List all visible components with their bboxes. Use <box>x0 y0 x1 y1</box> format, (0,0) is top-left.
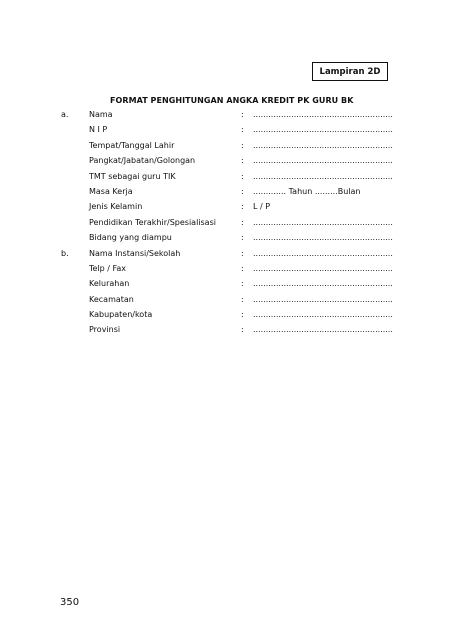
field-colon: : <box>241 125 244 135</box>
field-value: ....................................................... <box>253 248 393 258</box>
field-label: Masa Kerja <box>89 186 133 196</box>
field-label: Telp / Fax <box>89 263 127 273</box>
field-colon: : <box>241 310 244 320</box>
field-colon: : <box>241 279 244 289</box>
field-label: Pangkat/Jabatan/Golongan <box>89 156 196 166</box>
form-row-telp-fax <box>0 261 453 276</box>
field-value: ....................................................... <box>253 233 393 243</box>
field-colon: : <box>241 171 244 181</box>
form-row-nama-instansi <box>0 246 453 261</box>
field-value: ....................................................... <box>253 279 393 289</box>
form-row-kecamatan <box>0 292 453 307</box>
form-row-tempat-tanggal-lahir <box>0 138 453 153</box>
field-value: ....................................................... <box>253 110 393 119</box>
lampiran-label-box <box>312 62 388 81</box>
form-row-jenis-kelamin <box>0 199 453 214</box>
field-label: Tempat/Tanggal Lahir <box>89 140 175 150</box>
form-row-pendidikan <box>0 215 453 230</box>
document-title: FORMAT PENGHITUNGAN ANGKA KREDIT PK GURU BK <box>110 96 354 105</box>
field-label: Nama Instansi/Sekolah <box>89 248 181 258</box>
form-row-nama <box>0 107 453 122</box>
form-row-kelurahan <box>0 276 453 291</box>
field-label: TMT sebagai guru TIK <box>89 171 176 181</box>
field-value: ............. Tahun .........Bulan <box>253 186 361 196</box>
field-colon: : <box>241 186 244 196</box>
field-label: N I P <box>89 125 108 135</box>
form-row-kabupaten-kota <box>0 307 453 322</box>
field-colon: : <box>241 294 244 304</box>
field-colon: : <box>241 248 244 258</box>
field-colon: : <box>241 156 244 166</box>
field-value: ....................................................... <box>253 217 393 227</box>
form-row-masa-kerja <box>0 184 453 199</box>
form-row-tmt <box>0 169 453 184</box>
page-number: 350 <box>60 597 80 608</box>
field-colon: : <box>241 325 244 335</box>
field-value: ....................................................... <box>253 171 393 181</box>
form-row-bidang <box>0 230 453 245</box>
field-colon: : <box>241 233 244 243</box>
field-label: Nama <box>89 110 113 119</box>
section-marker: b. <box>61 248 69 258</box>
form-row-pangkat <box>0 153 453 168</box>
form-row-provinsi <box>0 322 453 337</box>
identity-form <box>0 107 453 338</box>
field-value: ....................................................... <box>253 310 393 320</box>
section-marker: a. <box>61 110 69 119</box>
field-value: ....................................................... <box>253 325 393 335</box>
field-label: Kecamatan <box>89 294 134 304</box>
field-value: ....................................................... <box>253 140 393 150</box>
field-colon: : <box>241 217 244 227</box>
field-colon: : <box>241 140 244 150</box>
field-value: ....................................................... <box>253 156 393 166</box>
lampiran-label: Lampiran 2D <box>319 66 381 77</box>
field-value: ....................................................... <box>253 294 393 304</box>
field-label: Jenis Kelamin <box>89 202 143 212</box>
field-value: ....................................................... <box>253 125 393 135</box>
field-colon: : <box>241 263 244 273</box>
field-colon: : <box>241 110 244 119</box>
field-label: Bidang yang diampu <box>89 233 172 243</box>
field-label: Provinsi <box>89 325 121 335</box>
field-colon: : <box>241 202 244 212</box>
field-label: Kelurahan <box>89 279 130 289</box>
field-value: ....................................................... <box>253 263 393 273</box>
field-label: Pendidikan Terakhir/Spesialisasi <box>89 217 216 227</box>
form-row-nip <box>0 122 453 137</box>
field-value: L / P <box>253 202 271 212</box>
field-label: Kabupaten/kota <box>89 310 153 320</box>
